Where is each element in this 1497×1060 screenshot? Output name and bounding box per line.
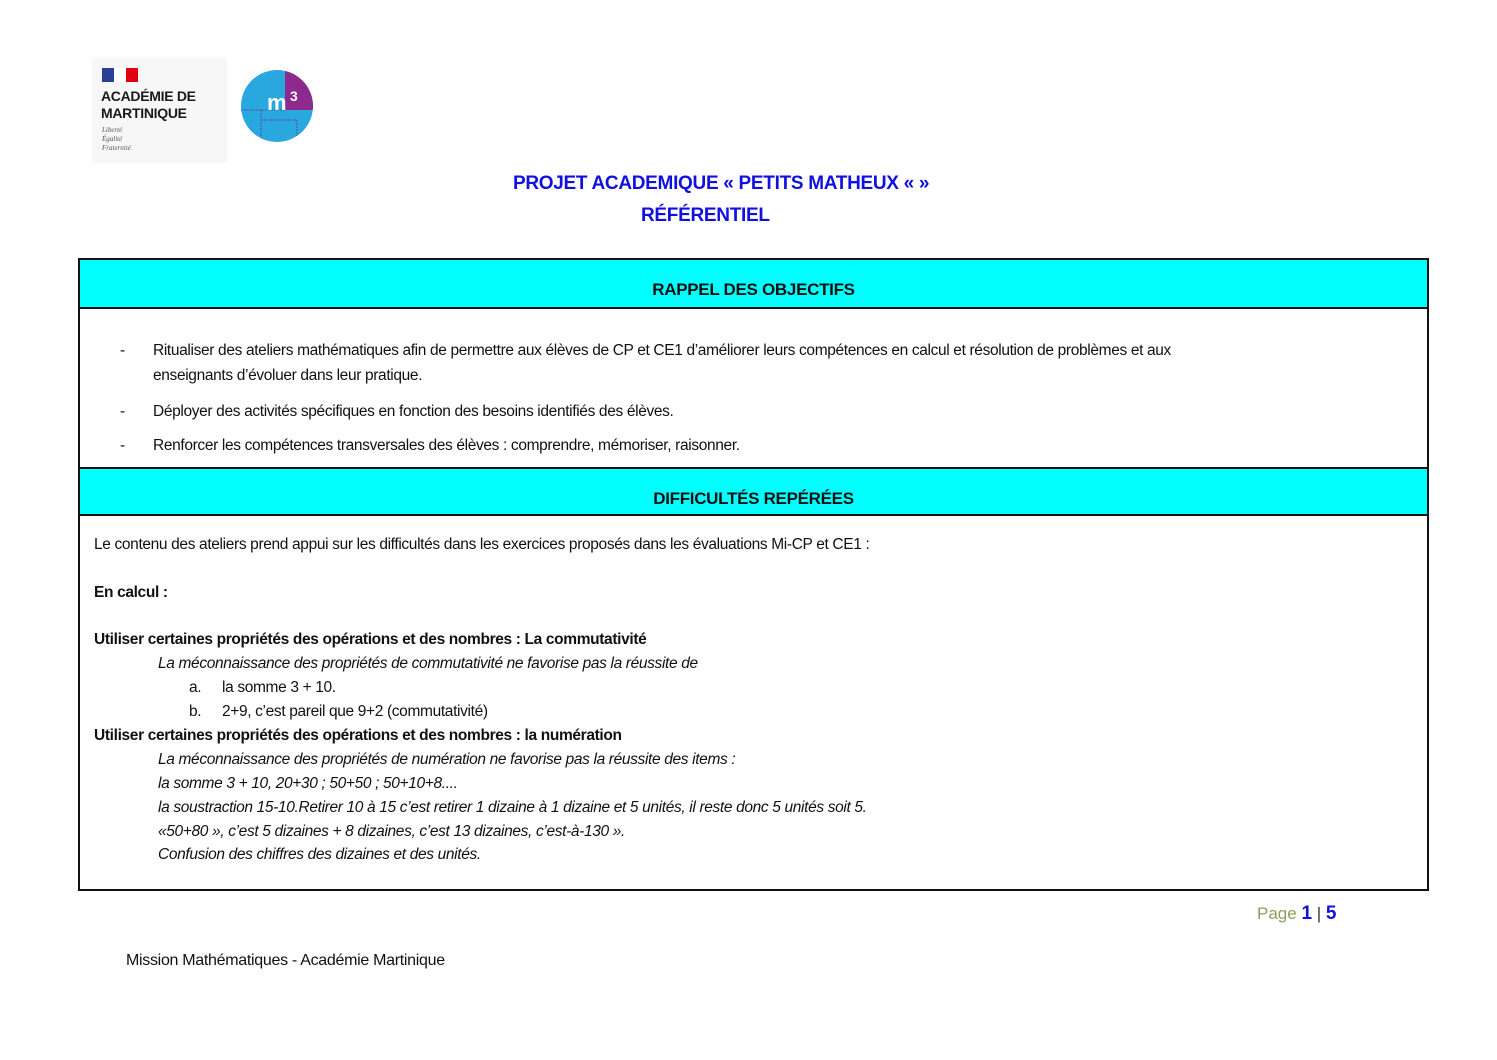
objective-item: Ritualiser des ateliers mathématiques afin de permettre aux élèves de CP et CE1 d’améliorer leurs compétences en calcul et résolution de problèmes et aux — [153, 342, 1171, 359]
bullet-dash: - — [120, 403, 125, 420]
list-item: la somme 3 + 10. — [222, 679, 336, 696]
list-marker: b. — [189, 703, 202, 720]
numeration-line: La méconnaissance des propriétés de numération ne favorise pas la réussite des items : — [158, 751, 736, 768]
bullet-dash: - — [120, 437, 125, 454]
numeration-line: Confusion des chiffres des dizaines et des unités. — [158, 846, 481, 863]
list-marker: a. — [189, 679, 202, 696]
objective-item: Renforcer les compétences transversales des élèves : comprendre, mémoriser, raisonner. — [153, 437, 740, 454]
footer-text: Mission Mathématiques - Académie Martinique — [126, 952, 445, 969]
objective-item: Déployer des activités spécifiques en fonction des besoins identifiés des élèves. — [153, 403, 674, 420]
objective-item-cont: enseignants d’évoluer dans leur pratique. — [153, 367, 423, 384]
content-table — [78, 258, 1429, 891]
subheading-commutativite: Utiliser certaines propriétés des opérations et des nombres : La commutativité — [94, 631, 647, 648]
academie-name: ACADÉMIE DE MARTINIQUE — [101, 88, 196, 121]
section-heading-difficultes: DIFFICULTÉS REPÉRÉES — [80, 467, 1427, 516]
numeration-line: «50+80 », c’est 5 dizaines + 8 dizaines, c’est 13 dizaines, c’est-à-130 ». — [158, 823, 625, 840]
commutativite-text: La méconnaissance des propriétés de commutativité ne favorise pas la réussite de — [158, 655, 698, 672]
list-item: 2+9, c’est pareil que 9+2 (commutativité) — [222, 703, 488, 720]
academie-logo — [92, 58, 227, 163]
document-subtitle: RÉFÉRENTIEL — [641, 205, 770, 226]
calc-heading: En calcul : — [94, 584, 168, 601]
bullet-dash: - — [120, 342, 125, 359]
numeration-line: la soustraction 15-10.Retirer 10 à 15 c’est retirer 1 dizaine à 1 dizaine et 5 unités, il reste donc 5 unités soit 5. — [158, 799, 867, 816]
numeration-line: la somme 3 + 10, 20+30 ; 50+50 ; 50+10+8.... — [158, 775, 458, 792]
motto: Liberté Égalité Fraternité — [102, 126, 131, 152]
svg-text:3: 3 — [290, 88, 298, 104]
document-title: PROJET ACADEMIQUE « PETITS MATHEUX « » — [513, 173, 930, 194]
m3-logo — [241, 70, 313, 142]
marianne-flag-icon — [102, 68, 138, 82]
page-number: Page 1 | 5 — [1257, 903, 1337, 924]
section-heading-objectifs: RAPPEL DES OBJECTIFS — [80, 260, 1427, 309]
svg-text:m: m — [267, 90, 287, 115]
subheading-numeration: Utiliser certaines propriétés des opérations et des nombres : la numération — [94, 727, 622, 744]
intro-text: Le contenu des ateliers prend appui sur les difficultés dans les exercices proposés dans les évaluations Mi-CP et CE1 : — [94, 536, 870, 553]
